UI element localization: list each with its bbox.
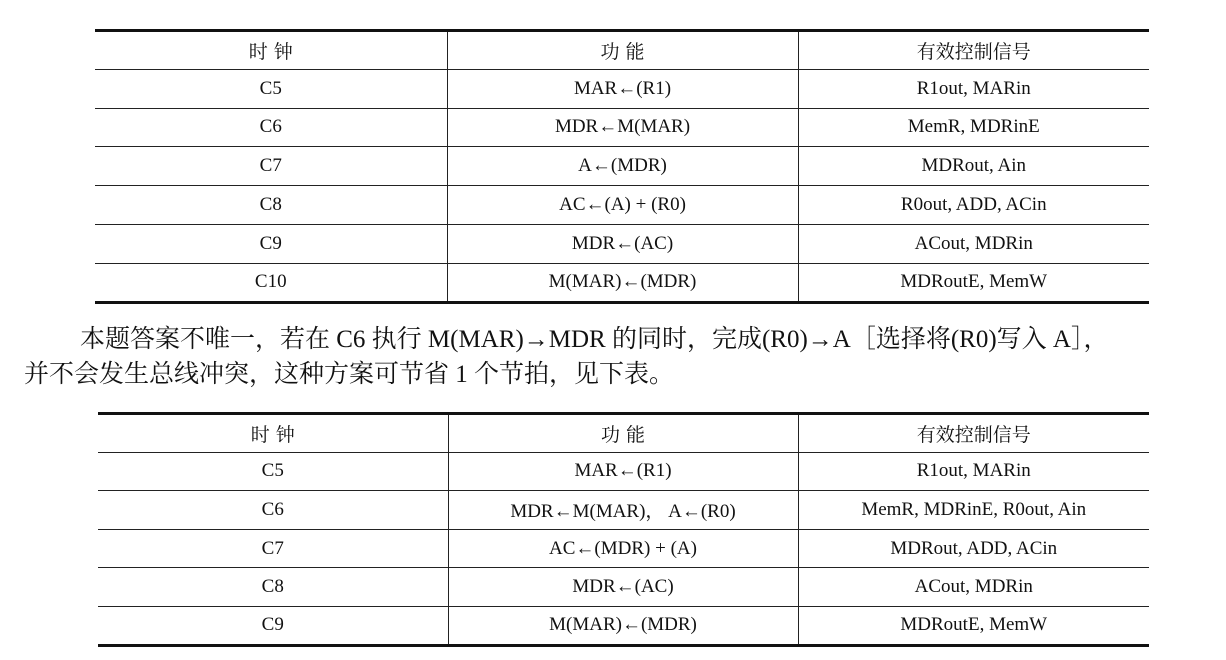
header-function: 功 能 bbox=[447, 31, 798, 70]
table-row bbox=[98, 606, 1149, 645]
signal-cell: MDRoutE, MemW bbox=[798, 606, 1149, 645]
table-row bbox=[95, 147, 1149, 186]
table-row bbox=[95, 108, 1149, 147]
clock-cell: C5 bbox=[95, 69, 447, 108]
header-clock: 时 钟 bbox=[98, 414, 448, 453]
signal-cell: MDRout, ADD, ACin bbox=[798, 529, 1149, 568]
control-signal-table-2 bbox=[98, 412, 1149, 647]
function-cell: AC←(MDR) + (A) bbox=[448, 529, 798, 568]
function-cell: A←(MDR) bbox=[447, 147, 798, 186]
function-cell: MDR←M(MAR) bbox=[447, 108, 798, 147]
clock-cell: C6 bbox=[95, 108, 447, 147]
header-clock: 时 钟 bbox=[95, 31, 447, 70]
signal-cell: MDRoutE, MemW bbox=[798, 263, 1149, 302]
signal-cell: MDRout, Ain bbox=[798, 147, 1149, 186]
clock-cell: C9 bbox=[95, 224, 447, 263]
signal-cell: ACout, MDRin bbox=[798, 568, 1149, 607]
table-row bbox=[98, 568, 1149, 607]
header-function: 功 能 bbox=[448, 414, 798, 453]
paragraph-line-2: 并不会发生总线冲突，这种方案可节省 1 个节拍，见下表。 bbox=[24, 361, 675, 388]
clock-cell: C8 bbox=[98, 568, 448, 607]
control-signal-table-1 bbox=[95, 29, 1149, 304]
table-row bbox=[95, 224, 1149, 263]
function-cell: MDR←(AC) bbox=[448, 568, 798, 607]
header-control-signals: 有效控制信号 bbox=[798, 31, 1149, 70]
function-cell: MAR←(R1) bbox=[448, 452, 798, 491]
signal-cell: ACout, MDRin bbox=[798, 224, 1149, 263]
header-control-signals: 有效控制信号 bbox=[798, 414, 1149, 453]
function-cell: MDR←(AC) bbox=[447, 224, 798, 263]
table-header-row bbox=[98, 414, 1149, 453]
clock-cell: C8 bbox=[95, 186, 447, 225]
signal-cell: MemR, MDRinE, R0out, Ain bbox=[798, 491, 1149, 530]
table-row bbox=[98, 529, 1149, 568]
clock-cell: C9 bbox=[98, 606, 448, 645]
table-row bbox=[98, 452, 1149, 491]
clock-cell: C5 bbox=[98, 452, 448, 491]
signal-cell: R1out, MARin bbox=[798, 452, 1149, 491]
table-row bbox=[98, 491, 1149, 530]
function-cell: AC←(A) + (R0) bbox=[447, 186, 798, 225]
table-header-row bbox=[95, 31, 1149, 70]
clock-cell: C6 bbox=[98, 491, 448, 530]
signal-cell: R0out, ADD, ACin bbox=[798, 186, 1149, 225]
function-cell: MAR←(R1) bbox=[447, 69, 798, 108]
signal-cell: R1out, MARin bbox=[798, 69, 1149, 108]
clock-cell: C7 bbox=[95, 147, 447, 186]
function-cell: MDR←M(MAR)， A←(R0) bbox=[448, 491, 798, 530]
table-row bbox=[95, 69, 1149, 108]
table-row bbox=[95, 186, 1149, 225]
table-row bbox=[95, 263, 1149, 302]
paragraph-line-1: 本题答案不唯一，若在 C6 执行 M(MAR)→MDR 的同时，完成(R0)→A［选择将(R0)写入 A］， bbox=[80, 326, 1109, 353]
clock-cell: C7 bbox=[98, 529, 448, 568]
signal-cell: MemR, MDRinE bbox=[798, 108, 1149, 147]
function-cell: M(MAR)←(MDR) bbox=[447, 263, 798, 302]
clock-cell: C10 bbox=[95, 263, 447, 302]
function-cell: M(MAR)←(MDR) bbox=[448, 606, 798, 645]
